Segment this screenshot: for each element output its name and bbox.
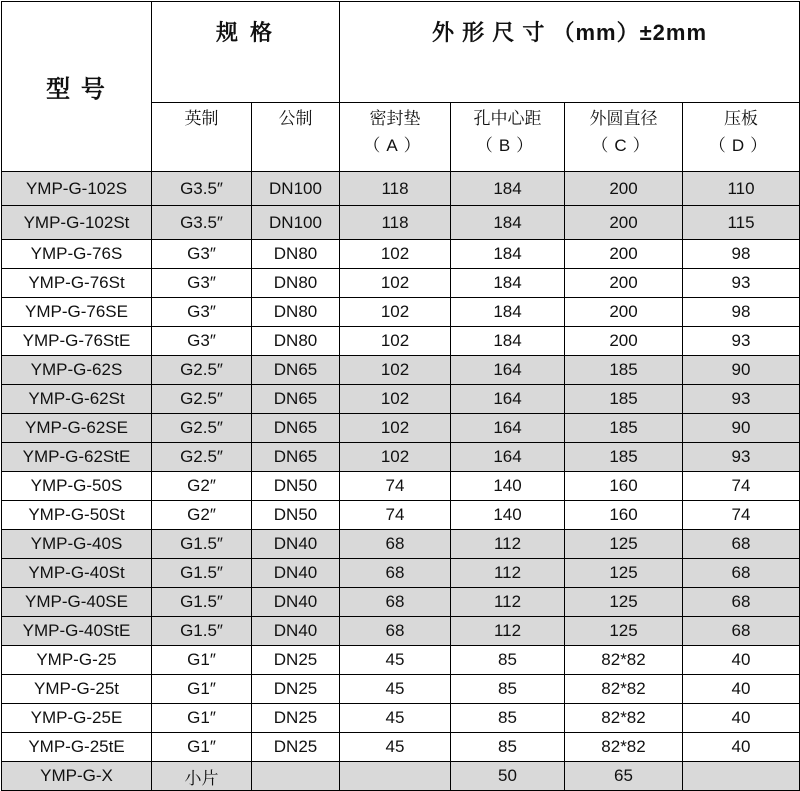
imperial-cell: G3.5″ <box>152 206 252 240</box>
metric-cell <box>252 762 340 791</box>
plate-d-cell: 115 <box>683 206 800 240</box>
metric-cell: DN80 <box>252 240 340 269</box>
gasket-a-cell: 118 <box>340 206 451 240</box>
gasket-a-cell: 68 <box>340 617 451 646</box>
table-row <box>2 501 800 530</box>
col-c-header <box>565 103 683 172</box>
gasket-a-cell: 68 <box>340 588 451 617</box>
metric-cell: DN80 <box>252 327 340 356</box>
hole-spacing-b-cell: 164 <box>451 443 565 472</box>
table-row <box>2 172 800 206</box>
gasket-a-cell <box>340 762 451 791</box>
table-row <box>2 356 800 385</box>
model-cell: YMP-G-76StE <box>2 327 152 356</box>
col-b-letter: （B） <box>475 136 540 155</box>
table-row <box>2 298 800 327</box>
gasket-a-cell: 45 <box>340 675 451 704</box>
model-column-header: 型 号 <box>2 2 152 172</box>
metric-cell: DN65 <box>252 443 340 472</box>
hole-spacing-b-cell: 85 <box>451 675 565 704</box>
metric-header: 公制 <box>252 103 340 172</box>
imperial-cell: G3″ <box>152 269 252 298</box>
plate-d-cell: 90 <box>683 414 800 443</box>
hole-spacing-b-cell: 140 <box>451 501 565 530</box>
table-row <box>2 762 800 791</box>
model-cell: YMP-G-76St <box>2 269 152 298</box>
model-cell: YMP-G-62St <box>2 385 152 414</box>
imperial-cell: G3″ <box>152 298 252 327</box>
plate-d-cell: 40 <box>683 675 800 704</box>
outer-diameter-c-cell: 82*82 <box>565 704 683 733</box>
plate-d-cell: 90 <box>683 356 800 385</box>
spec-table <box>1 1 800 791</box>
imperial-header: 英制 <box>152 103 252 172</box>
imperial-cell: G1″ <box>152 704 252 733</box>
plate-d-cell: 74 <box>683 472 800 501</box>
table-row <box>2 269 800 298</box>
imperial-cell: G2″ <box>152 501 252 530</box>
model-cell: YMP-G-40StE <box>2 617 152 646</box>
outer-diameter-c-cell: 200 <box>565 327 683 356</box>
col-d-letter: （D） <box>708 136 774 155</box>
hole-spacing-b-cell: 184 <box>451 172 565 206</box>
table-row <box>2 733 800 762</box>
table-row <box>2 443 800 472</box>
imperial-cell: G2.5″ <box>152 443 252 472</box>
table-row <box>2 646 800 675</box>
outer-diameter-c-cell: 125 <box>565 559 683 588</box>
outer-diameter-c-cell: 82*82 <box>565 646 683 675</box>
imperial-cell: G1.5″ <box>152 530 252 559</box>
model-cell: YMP-G-25t <box>2 675 152 704</box>
imperial-cell: G1.5″ <box>152 617 252 646</box>
hole-spacing-b-cell: 184 <box>451 327 565 356</box>
imperial-cell: G3.5″ <box>152 172 252 206</box>
plate-d-cell: 40 <box>683 646 800 675</box>
plate-d-cell: 93 <box>683 385 800 414</box>
gasket-a-cell: 45 <box>340 704 451 733</box>
col-c-name: 外圆直径 <box>589 109 658 128</box>
imperial-cell: G2.5″ <box>152 385 252 414</box>
model-cell: YMP-G-62S <box>2 356 152 385</box>
imperial-cell: G1″ <box>152 675 252 704</box>
gasket-a-cell: 102 <box>340 385 451 414</box>
gasket-a-cell: 102 <box>340 443 451 472</box>
table-row <box>2 240 800 269</box>
hole-spacing-b-cell: 184 <box>451 240 565 269</box>
metric-cell: DN100 <box>252 172 340 206</box>
metric-cell: DN80 <box>252 269 340 298</box>
table-row <box>2 385 800 414</box>
col-a-header <box>340 103 451 172</box>
gasket-a-cell: 45 <box>340 646 451 675</box>
hole-spacing-b-cell: 184 <box>451 206 565 240</box>
hole-spacing-b-cell: 112 <box>451 617 565 646</box>
model-cell: YMP-G-62SE <box>2 414 152 443</box>
col-b-header <box>451 103 565 172</box>
metric-cell: DN25 <box>252 675 340 704</box>
model-cell: YMP-G-40SE <box>2 588 152 617</box>
hole-spacing-b-cell: 85 <box>451 733 565 762</box>
metric-cell: DN100 <box>252 206 340 240</box>
table-row <box>2 530 800 559</box>
outer-diameter-c-cell: 185 <box>565 443 683 472</box>
table-body <box>2 172 800 791</box>
model-cell: YMP-G-50St <box>2 501 152 530</box>
metric-cell: DN50 <box>252 501 340 530</box>
gasket-a-cell: 45 <box>340 733 451 762</box>
plate-d-cell: 93 <box>683 327 800 356</box>
table-row <box>2 617 800 646</box>
model-cell: YMP-G-102S <box>2 172 152 206</box>
model-cell: YMP-G-25E <box>2 704 152 733</box>
col-a-letter: （A） <box>363 136 427 155</box>
col-d-name: 压板 <box>724 109 758 128</box>
hole-spacing-b-cell: 164 <box>451 414 565 443</box>
gasket-a-cell: 102 <box>340 298 451 327</box>
metric-cell: DN40 <box>252 530 340 559</box>
outer-diameter-c-cell: 82*82 <box>565 675 683 704</box>
outer-diameter-c-cell: 200 <box>565 269 683 298</box>
plate-d-cell: 98 <box>683 298 800 327</box>
imperial-cell: G1″ <box>152 646 252 675</box>
model-cell: YMP-G-40St <box>2 559 152 588</box>
table-row <box>2 559 800 588</box>
imperial-cell: G2.5″ <box>152 356 252 385</box>
outer-diameter-c-cell: 200 <box>565 206 683 240</box>
table-row <box>2 588 800 617</box>
plate-d-cell: 93 <box>683 443 800 472</box>
col-d-header <box>683 103 800 172</box>
hole-spacing-b-cell: 85 <box>451 704 565 733</box>
plate-d-cell: 68 <box>683 617 800 646</box>
gasket-a-cell: 74 <box>340 472 451 501</box>
metric-cell: DN65 <box>252 414 340 443</box>
hole-spacing-b-cell: 164 <box>451 356 565 385</box>
plate-d-cell: 74 <box>683 501 800 530</box>
model-cell: YMP-G-X <box>2 762 152 791</box>
outer-diameter-c-cell: 200 <box>565 298 683 327</box>
hole-spacing-b-cell: 140 <box>451 472 565 501</box>
col-b-name: 孔中心距 <box>473 109 542 128</box>
table-row <box>2 414 800 443</box>
plate-d-cell: 68 <box>683 588 800 617</box>
dimensions-header: 外 形 尺 寸 （mm）±2mm <box>340 2 800 103</box>
outer-diameter-c-cell: 185 <box>565 356 683 385</box>
gasket-a-cell: 102 <box>340 327 451 356</box>
gasket-a-cell: 118 <box>340 172 451 206</box>
outer-diameter-c-cell: 65 <box>565 762 683 791</box>
plate-d-cell: 68 <box>683 559 800 588</box>
table-row <box>2 327 800 356</box>
plate-d-cell: 40 <box>683 733 800 762</box>
metric-cell: DN80 <box>252 298 340 327</box>
table-row <box>2 675 800 704</box>
metric-cell: DN40 <box>252 588 340 617</box>
plate-d-cell: 98 <box>683 240 800 269</box>
imperial-cell: 小片 <box>152 762 252 791</box>
col-a-name: 密封垫 <box>369 109 421 128</box>
gasket-a-cell: 102 <box>340 240 451 269</box>
outer-diameter-c-cell: 185 <box>565 414 683 443</box>
table-row <box>2 206 800 240</box>
model-cell: YMP-G-62StE <box>2 443 152 472</box>
gasket-a-cell: 102 <box>340 414 451 443</box>
gasket-a-cell: 102 <box>340 356 451 385</box>
outer-diameter-c-cell: 125 <box>565 617 683 646</box>
hole-spacing-b-cell: 112 <box>451 559 565 588</box>
plate-d-cell: 110 <box>683 172 800 206</box>
outer-diameter-c-cell: 160 <box>565 501 683 530</box>
hole-spacing-b-cell: 184 <box>451 269 565 298</box>
outer-diameter-c-cell: 125 <box>565 588 683 617</box>
table-row <box>2 472 800 501</box>
imperial-cell: G1″ <box>152 733 252 762</box>
gasket-a-cell: 102 <box>340 269 451 298</box>
imperial-cell: G3″ <box>152 327 252 356</box>
model-cell: YMP-G-50S <box>2 472 152 501</box>
imperial-cell: G2″ <box>152 472 252 501</box>
model-cell: YMP-G-40S <box>2 530 152 559</box>
hole-spacing-b-cell: 184 <box>451 298 565 327</box>
plate-d-cell: 93 <box>683 269 800 298</box>
model-cell: YMP-G-76S <box>2 240 152 269</box>
col-c-letter: （C） <box>591 136 656 155</box>
model-cell: YMP-G-76SE <box>2 298 152 327</box>
hole-spacing-b-cell: 112 <box>451 588 565 617</box>
plate-d-cell <box>683 762 800 791</box>
hole-spacing-b-cell: 50 <box>451 762 565 791</box>
outer-diameter-c-cell: 82*82 <box>565 733 683 762</box>
model-cell: YMP-G-102St <box>2 206 152 240</box>
gasket-a-cell: 68 <box>340 559 451 588</box>
metric-cell: DN65 <box>252 385 340 414</box>
outer-diameter-c-cell: 200 <box>565 240 683 269</box>
imperial-cell: G1.5″ <box>152 588 252 617</box>
table-row <box>2 704 800 733</box>
plate-d-cell: 40 <box>683 704 800 733</box>
model-cell: YMP-G-25tE <box>2 733 152 762</box>
metric-cell: DN65 <box>252 356 340 385</box>
model-cell: YMP-G-25 <box>2 646 152 675</box>
metric-cell: DN50 <box>252 472 340 501</box>
hole-spacing-b-cell: 164 <box>451 385 565 414</box>
imperial-cell: G3″ <box>152 240 252 269</box>
spec-header: 规 格 <box>152 2 340 103</box>
metric-cell: DN40 <box>252 559 340 588</box>
metric-cell: DN25 <box>252 646 340 675</box>
hole-spacing-b-cell: 85 <box>451 646 565 675</box>
plate-d-cell: 68 <box>683 530 800 559</box>
outer-diameter-c-cell: 160 <box>565 472 683 501</box>
metric-cell: DN25 <box>252 733 340 762</box>
metric-cell: DN25 <box>252 704 340 733</box>
hole-spacing-b-cell: 112 <box>451 530 565 559</box>
imperial-cell: G2.5″ <box>152 414 252 443</box>
imperial-cell: G1.5″ <box>152 559 252 588</box>
outer-diameter-c-cell: 185 <box>565 385 683 414</box>
outer-diameter-c-cell: 125 <box>565 530 683 559</box>
gasket-a-cell: 74 <box>340 501 451 530</box>
outer-diameter-c-cell: 200 <box>565 172 683 206</box>
metric-cell: DN40 <box>252 617 340 646</box>
gasket-a-cell: 68 <box>340 530 451 559</box>
